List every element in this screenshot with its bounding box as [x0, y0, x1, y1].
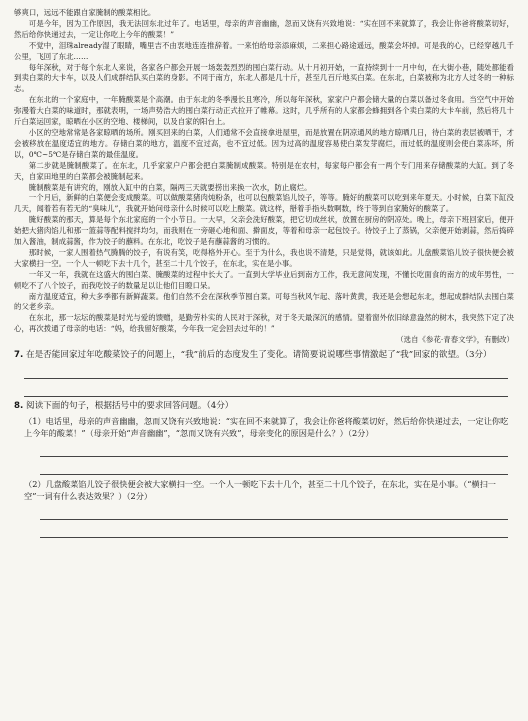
question-8-number: 8.	[14, 401, 24, 412]
question-7	[14, 349, 514, 397]
passage-paragraph: 腌好酸菜的那天，算是每个东北家庭的一个小节日。一大早，父亲会洗好酸菜，把它切成丝状，放置在厨房的阴凉处。晚上，母亲下班回家后，便开始把大猪肉馅儿和那一篮蒜等配料搅拌均匀，而我则在一旁砸心地和面、擀面皮，等着和母亲一起包饺子。待饺子上了蒸锅，父亲便开始剥蒜，然后捣碎加入酱油，制成蒜酱，作为饺子的蘸料。在东北，吃饺子是有蘸蒜酱的习惯的。	[14, 215, 514, 247]
passage-paragraph: 第二步就是腌制酸菜了。在东北，几乎家家户户都会把白菜腌制成酸菜。特别是在农村，每家每户都会有一两个专门用来存储酸菜的大缸。到了冬天，自家田地里的白菜都会被腌制起来。	[14, 160, 514, 181]
question-7-number: 7.	[14, 350, 24, 361]
passage-paragraph: 那时候，一家人围着热气腾腾的饺子，有说有笑，吃得格外开心。至于为什么，我也说不清楚，只是觉得，就该如此。儿盘酸菜馅儿饺子很快便会被大家横扫一空。一个人一顿吃下去十几个，甚至二十几个饺子，在东北，实在是小事。	[14, 247, 514, 268]
question-8-sub-1: （1）电话里，母亲的声音幽幽，忽而又饶有兴致地说：“实在回不来就算了，我会让你爸将酸菜切好，然后给你快递过去，一定让你吃上今年的酸菜！”（母亲开始“声音幽幽”，“忽而又饶有兴致”，母亲变化的原因是什么？）（2分）	[24, 416, 509, 439]
question-8-sub-1-answer-area	[14, 439, 514, 475]
answer-line[interactable]	[40, 457, 508, 475]
passage-paragraph: 够爽口，远远不能跟自家腌制的酸菜相比。	[14, 8, 156, 17]
passage-paragraph: 一年又一年，我就在这盛大的囤白菜、腌酸菜的过程中长大了。一直到大学毕业后到南方工作，我无意间发现，不懂长吃面食的南方的成年男性，一顿吃不了八个饺子，而我吃饺子的数量足以让他们目瞪口呆。	[14, 269, 514, 290]
answer-line[interactable]	[40, 520, 508, 538]
question-7-prompt	[14, 349, 514, 361]
passage-source: （选自《参花·青春文学》，有删改）	[396, 335, 514, 345]
passage-paragraph: 每年深秋，对于每个东北人来说，各家各户都会开展一场轰轰烈烈的囤白菜行动。从十月初开始，一直持续到十一月中旬，在大街小巷，随处都能看到卖白菜的大卡车，以及人们成群结队买白菜的身影。不同于南方，东北人都是几十斤，甚至几百斤地买白菜。在东北，白菜被称为北方人过冬的一种标志。	[14, 62, 514, 94]
question-8-sub-2-answer-area	[14, 502, 514, 538]
question-8-text: 阅读下面的句子，根据括号中的要求回答问题。（4分）	[25, 401, 234, 412]
answer-line[interactable]	[40, 502, 508, 520]
passage-paragraph: 在东北的一个家庭中，一年腌酸菜是个高潮。由于东北的冬季漫长且寒冷，所以每年深秋，家家户户都会储大量的白菜以备过冬食用。当空气中开始弥漫着大白菜的味道时，那就表明，一场声势浩大的囤白菜行动正式拉开了帷幕。这时，几乎所有的人家都会蜂拥到各个卖白菜的大卡车前，然后将几十斤白菜运回家，晾晒在小区的空地、楼梯间，以及自家的阳台上。	[14, 95, 514, 127]
answer-line[interactable]	[24, 361, 508, 379]
passage-paragraph: 南方温度适宜，种大多季都有新鲜蔬菜。他们自然不会在深秋季节囤白菜。可每当秋风乍起、落叶黄黄，我还是会想起东北，想起成群结队去囤白菜的父老乡亲。	[14, 291, 514, 312]
question-8-prompt	[14, 400, 514, 412]
passage-paragraph: 一个月后，新鲜的白菜便会变成酸菜。可以做酸菜猪肉炖粉条，也可以包酸菜馅儿饺子，等等。腌好的酸菜可以吃到来年夏天。小时候，白菜下缸没几天，闻着若有若无的“臭味儿”，我就开始问母亲什么时候可以吃上酸菜。就这样，掰着手指头数啊数，终于等到自家腌好的酸菜了。	[14, 193, 514, 214]
reading-passage	[14, 8, 514, 346]
answer-line[interactable]	[24, 379, 508, 397]
passage-paragraph: 小区的空地常常是各家晾晒的场所。刚买回来的白菜，人们通常不会直接拿进屋里，而是放置在阴凉通风的地方晾晒几日，待白菜的表层被晒干，才会被移放在温度适宜的地方。存储白菜的地方，温度不宜过高，也不宜过低。因为过高的温度容易使白菜发芽腐烂，而过低的温度则会使白菜冻坏，所以，0℃~5℃是存储白菜的最佳温度。	[14, 127, 514, 159]
question-8	[14, 400, 514, 538]
question-7-text: 在是否能回家过年吃酸菜饺子的问题上，“我”前后的态度发生了变化。请简要说说哪些事情激起了“我”回家的欲望。（3分）	[25, 350, 492, 361]
passage-paragraph: 不觉中，泪珠already湿了眼睛，嘴里吉不由衷地连连推辞着。一来怕给母亲添麻烦，二来担心路途遥远，酸菜会坏掉。可是我的心，已经穿越几千公里，飞回了东北……	[14, 40, 514, 61]
passage-paragraph: 在东北，那一坛坛的酸菜是时光与爱的馈赠，是勤劳朴实的人民对于深秋，对于冬天最深沉的感情。望着窗外依旧绿意盎然的树木，我突然下定了决心，再次拨通了母亲的电话：“妈，给我留好酸菜，今年我一定会回去过年的！”	[14, 313, 514, 334]
passage-paragraph: 腌制酸菜是有讲究的，刚放入缸中的白菜，隔两三天就要捞出来换一次水，防止腐烂。	[28, 182, 312, 192]
answer-line[interactable]	[40, 439, 508, 457]
passage-paragraph: 可是今年，因为工作原因，我无法回东北过年了。电话里，母亲的声音幽幽，忽而又饶有兴致地说：“实在回不来就算了，我会让你爸将酸菜切好，然后给你快递过去，一定让你吃上今年的酸菜！”	[14, 18, 514, 39]
question-8-sub-2: （2）几盘酸菜馅儿饺子很快便会被大家横扫一空。一个人一顿吃下去十几个，甚至二十几个饺子，在东北，实在是小事。（“横扫一空”一词有什么表达效果？）（2分）	[24, 479, 496, 502]
